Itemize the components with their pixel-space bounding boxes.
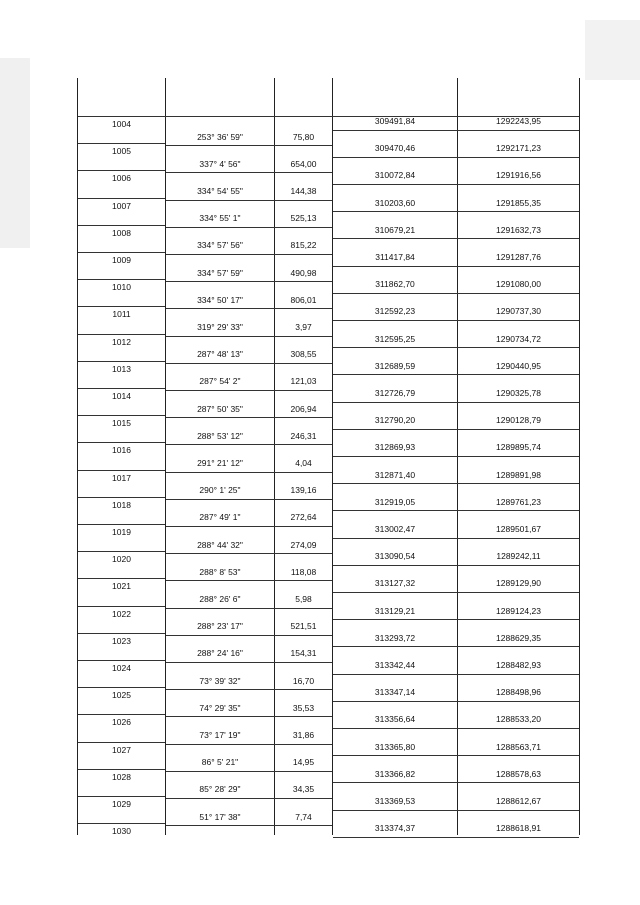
point-x-coordinate: 313369,53 <box>374 796 416 806</box>
name-row-divider <box>78 660 165 661</box>
line-length: 34,35 <box>292 784 315 795</box>
header-x <box>333 78 457 116</box>
line-length: 144,38 <box>290 186 317 196</box>
segment-row-divider <box>166 662 332 663</box>
direction-angle: 287° 50' 35" <box>197 403 243 414</box>
line-length: 525,13 <box>290 213 317 224</box>
name-row-divider <box>78 415 165 416</box>
line-length: 274,09 <box>290 539 317 550</box>
direction-angle: 85° 28' 29" <box>199 784 241 795</box>
segment-row-divider <box>166 553 332 554</box>
point-x-coordinate: 312592,23 <box>374 306 416 317</box>
point-name: 1030 <box>112 826 131 837</box>
point-y-coordinate: 1291916,56 <box>496 170 541 181</box>
coord-row-divider <box>333 211 579 212</box>
point-x-coordinate: 313129,21 <box>374 605 416 616</box>
coord-row-divider <box>333 565 579 566</box>
point-x-coordinate: 311417,84 <box>375 252 415 262</box>
point-name: 1019 <box>112 527 131 537</box>
line-length: 521,51 <box>290 621 317 632</box>
point-name: 1022 <box>112 608 131 619</box>
segment-row-divider <box>166 390 332 391</box>
name-row-divider <box>78 442 165 443</box>
line-length: 139,16 <box>290 485 317 496</box>
point-y-coordinate: 1289129,90 <box>496 578 541 589</box>
point-y-coordinate: 1289242,11 <box>496 551 541 562</box>
point-y-coordinate: 1291632,73 <box>496 224 541 235</box>
point-name: 1009 <box>112 255 131 265</box>
point-y-coordinate: 1291855,35 <box>496 197 541 208</box>
coord-row-divider <box>333 810 579 811</box>
point-name: 1005 <box>112 146 131 157</box>
name-row-divider <box>78 796 165 797</box>
line-length: 121,03 <box>290 376 317 387</box>
coord-row-divider <box>333 347 579 348</box>
coord-row-divider <box>333 266 579 267</box>
point-y-coordinate: 1288618,91 <box>496 823 541 834</box>
point-name: 1018 <box>112 499 131 510</box>
direction-angle: 288° 44' 32" <box>197 539 243 550</box>
point-x-coordinate: 313127,32 <box>374 578 416 589</box>
header-angle <box>166 78 274 116</box>
line-length: 308,55 <box>290 349 317 360</box>
point-name: 1025 <box>112 690 131 701</box>
point-x-coordinate: 313347,14 <box>374 687 416 698</box>
point-name: 1004 <box>112 119 131 129</box>
point-y-coordinate: 1288482,93 <box>496 660 541 670</box>
line-length: 806,01 <box>290 294 317 305</box>
point-y-coordinate: 1288578,63 <box>496 768 541 779</box>
point-y-coordinate: 1288563,71 <box>496 741 541 752</box>
coord-row-divider <box>333 755 579 756</box>
point-x-coordinate: 313090,54 <box>374 551 416 562</box>
point-name: 1008 <box>112 227 131 238</box>
point-y-coordinate: 1290734,72 <box>496 333 541 344</box>
segment-row-divider <box>166 580 332 581</box>
coord-row-divider <box>333 782 579 783</box>
direction-angle: 337° 4' 56" <box>199 158 241 169</box>
point-y-coordinate: 1289761,23 <box>496 496 541 507</box>
name-row-divider <box>78 361 165 362</box>
point-y-coordinate: 1290737,30 <box>496 306 541 317</box>
point-x-coordinate: 313356,64 <box>374 714 416 725</box>
coord-row-divider <box>333 510 579 511</box>
point-name: 1028 <box>112 771 131 782</box>
point-x-coordinate: 312919,05 <box>374 496 416 507</box>
point-y-coordinate: 1288629,35 <box>496 632 541 643</box>
segment-row-divider <box>166 336 332 337</box>
direction-angle: 51° 17' 38" <box>199 811 241 822</box>
point-y-coordinate: 1288533,20 <box>496 714 541 725</box>
line-length: 815,22 <box>290 240 317 251</box>
segment-row-divider <box>166 200 332 201</box>
point-name: 1010 <box>112 282 131 293</box>
point-y-coordinate: 1289124,23 <box>496 605 541 616</box>
point-name: 1016 <box>112 445 131 456</box>
coord-row-divider <box>333 619 579 620</box>
name-row-divider <box>78 334 165 335</box>
coordinates-table <box>77 78 580 835</box>
name-row-divider <box>78 252 165 253</box>
name-row-divider <box>78 470 165 471</box>
point-name: 1007 <box>112 200 131 211</box>
direction-angle: 288° 26' 6" <box>199 594 241 604</box>
point-name: 1023 <box>112 635 131 646</box>
direction-angle: 288° 24' 16" <box>197 648 243 659</box>
point-x-coordinate: 312790,20 <box>374 415 416 426</box>
segment-row-divider <box>166 771 332 772</box>
coord-row-divider <box>333 728 579 729</box>
line-length: 246,31 <box>290 430 317 441</box>
direction-angle: 334° 50' 17" <box>197 294 243 305</box>
segment-row-divider <box>166 308 332 309</box>
line-length: 118,08 <box>290 566 317 577</box>
direction-angle: 288° 23' 17" <box>197 621 243 632</box>
direction-angle: 334° 54' 55" <box>197 186 243 196</box>
point-name: 1020 <box>112 554 131 565</box>
point-name: 1012 <box>112 336 131 347</box>
point-name: 1026 <box>112 717 131 728</box>
coord-row-divider <box>333 646 579 647</box>
point-x-coordinate: 309491,84 <box>374 116 416 126</box>
coord-row-divider <box>333 157 579 158</box>
point-name: 1013 <box>112 363 131 374</box>
segment-row-divider <box>166 825 332 826</box>
point-x-coordinate: 313366,82 <box>374 768 416 779</box>
coord-row-divider <box>333 456 579 457</box>
direction-angle: 287° 54' 2" <box>199 376 241 387</box>
name-row-divider <box>78 606 165 607</box>
direction-angle: 319° 29' 33" <box>197 322 243 332</box>
coord-row-divider <box>333 238 579 239</box>
name-row-divider <box>78 170 165 171</box>
line-length: 206,94 <box>290 403 317 414</box>
point-x-coordinate: 313002,47 <box>374 524 416 534</box>
coord-row-divider <box>333 429 579 430</box>
point-name: 1021 <box>112 581 131 592</box>
point-name: 1011 <box>112 309 131 320</box>
coord-row-divider <box>333 320 579 321</box>
direction-angle: 290° 1' 25" <box>199 485 241 496</box>
point-y-coordinate: 1290325,78 <box>496 388 541 398</box>
name-row-divider <box>78 225 165 226</box>
point-y-coordinate: 1292243,95 <box>496 116 541 126</box>
direction-angle: 288° 8' 53" <box>199 566 241 577</box>
coord-row-divider <box>333 130 579 131</box>
point-x-coordinate: 311862,70 <box>375 279 415 290</box>
point-y-coordinate: 1289891,98 <box>496 469 541 480</box>
name-row-divider <box>78 578 165 579</box>
name-row-divider <box>78 742 165 743</box>
coord-row-divider <box>333 293 579 294</box>
point-y-coordinate: 1291287,76 <box>496 252 541 262</box>
point-name: 1017 <box>112 472 131 483</box>
name-row-divider <box>78 551 165 552</box>
point-name: 1024 <box>112 663 131 673</box>
line-length: 4,04 <box>295 458 312 468</box>
name-row-divider <box>78 823 165 824</box>
point-x-coordinate: 312726,79 <box>374 388 416 398</box>
line-length: 5,98 <box>295 594 312 604</box>
point-y-coordinate: 1289895,74 <box>496 442 541 453</box>
direction-angle: 288° 53' 12" <box>197 430 243 441</box>
line-length: 14,95 <box>292 757 315 768</box>
header-y <box>458 78 579 116</box>
header-length <box>275 78 332 116</box>
line-length: 16,70 <box>292 675 315 686</box>
point-y-coordinate: 1292171,23 <box>496 143 541 154</box>
direction-angle: 334° 55' 1" <box>199 213 241 224</box>
point-y-coordinate: 1290440,95 <box>496 360 541 371</box>
direction-angle: 253° 36' 59" <box>197 131 243 142</box>
point-y-coordinate: 1290128,79 <box>496 415 541 426</box>
point-x-coordinate: 312871,40 <box>374 469 416 480</box>
direction-angle: 291° 21' 12" <box>197 458 243 468</box>
point-x-coordinate: 310203,60 <box>374 197 416 208</box>
point-name: 1014 <box>112 391 131 401</box>
name-row-divider <box>78 198 165 199</box>
name-row-divider <box>78 497 165 498</box>
segment-row-divider <box>166 716 332 717</box>
point-y-coordinate: 1288612,67 <box>496 796 541 806</box>
direction-angle: 74° 29' 35" <box>199 702 241 713</box>
point-x-coordinate: 313365,80 <box>374 741 416 752</box>
name-row-divider <box>78 143 165 144</box>
scan-noise <box>0 58 30 248</box>
line-length: 654,00 <box>290 158 317 169</box>
direction-angle: 73° 39' 32" <box>199 675 241 686</box>
segment-row-divider <box>166 145 332 146</box>
name-row-divider <box>78 633 165 634</box>
line-length: 35,53 <box>292 702 315 713</box>
segment-row-divider <box>166 798 332 799</box>
segment-row-divider <box>166 444 332 445</box>
line-length: 3,97 <box>295 322 312 332</box>
point-y-coordinate: 1291080,00 <box>496 279 541 290</box>
line-length: 75,80 <box>292 131 315 142</box>
name-row-divider <box>78 388 165 389</box>
coord-row-divider <box>333 837 579 838</box>
line-length: 272,64 <box>290 512 317 523</box>
segment-row-divider <box>166 635 332 636</box>
point-y-coordinate: 1289501,67 <box>496 524 541 534</box>
point-x-coordinate: 312869,93 <box>374 442 416 453</box>
point-x-coordinate: 313342,44 <box>374 660 416 670</box>
point-name: 1006 <box>112 173 131 184</box>
direction-angle: 334° 57' 59" <box>197 267 243 278</box>
point-x-coordinate: 313374,37 <box>374 823 416 834</box>
direction-angle: 287° 49' 1" <box>199 512 241 523</box>
line-length: 490,98 <box>290 267 317 278</box>
point-y-coordinate: 1288498,96 <box>496 687 541 698</box>
name-row-divider <box>78 769 165 770</box>
direction-angle: 73° 17' 19" <box>199 730 241 740</box>
coord-row-divider <box>333 402 579 403</box>
coord-row-divider <box>333 592 579 593</box>
segment-row-divider <box>166 363 332 364</box>
line-length: 7,74 <box>295 811 312 822</box>
segment-row-divider <box>166 172 332 173</box>
segment-row-divider <box>166 526 332 527</box>
name-row-divider <box>78 306 165 307</box>
segment-row-divider <box>166 472 332 473</box>
coord-row-divider <box>333 184 579 185</box>
point-x-coordinate: 312689,59 <box>374 360 416 371</box>
point-x-coordinate: 310072,84 <box>374 170 416 181</box>
coord-row-divider <box>333 701 579 702</box>
segment-row-divider <box>166 744 332 745</box>
segment-row-divider <box>166 499 332 500</box>
line-length: 154,31 <box>290 648 317 659</box>
point-x-coordinate: 312595,25 <box>374 333 416 344</box>
coord-row-divider <box>333 538 579 539</box>
name-row-divider <box>78 524 165 525</box>
name-row-divider <box>78 687 165 688</box>
direction-angle: 334° 57' 56" <box>197 240 243 251</box>
coord-row-divider <box>333 374 579 375</box>
point-name: 1027 <box>112 744 131 755</box>
segment-row-divider <box>166 281 332 282</box>
segment-row-divider <box>166 417 332 418</box>
name-row-divider <box>78 714 165 715</box>
direction-angle: 287° 48' 13" <box>197 349 243 360</box>
segment-row-divider <box>166 608 332 609</box>
point-name: 1015 <box>112 418 131 429</box>
name-row-divider <box>78 279 165 280</box>
line-length: 31,86 <box>292 730 315 740</box>
segment-row-divider <box>166 689 332 690</box>
coord-row-divider <box>333 483 579 484</box>
point-x-coordinate: 309470,46 <box>374 143 416 154</box>
point-name: 1029 <box>112 799 131 809</box>
point-x-coordinate: 313293,72 <box>374 632 416 643</box>
scan-noise <box>585 20 640 80</box>
direction-angle: 86° 5' 21" <box>201 757 239 768</box>
point-x-coordinate: 310679,21 <box>374 224 416 235</box>
coord-row-divider <box>333 674 579 675</box>
segment-row-divider <box>166 227 332 228</box>
segment-row-divider <box>166 254 332 255</box>
header-name <box>78 78 165 116</box>
